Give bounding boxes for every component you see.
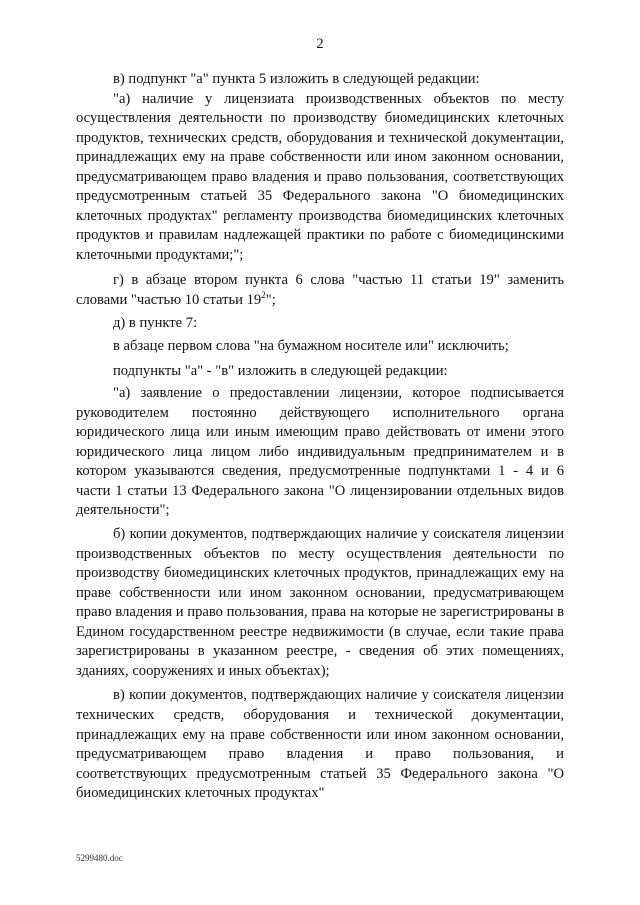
paragraph-item-b: б) копии документов, подтверждающих наличие у соискателя лицензии производственных объектов по месту осуществления деятельности по производству биомедицинских клеточных продуктов, принадлежащих ему на праве собственности или ином законном основании, предусматривающем право владения и право пользования, права на которые не зарегистрированы в Едином государственном реестре недвижимости (в случае, если такие права зарегистрированы в указанном реестре, - сведения об этих помещениях, зданиях, сооружениях и иных объектах); <box>76 526 564 679</box>
page-number: 2 <box>316 36 324 52</box>
paragraph-subpoint-g-text: г) в абзаце втором пункта 6 слова "частью 11 статьи 19" заменить словами "частью 10 статьи 19 <box>76 272 564 309</box>
paragraph-first-abzats: в абзаце первом слова "на бумажном носителе или" исключить; <box>113 338 509 355</box>
paragraph-subpoint-d: д) в пункте 7: <box>113 314 198 331</box>
paragraph-subpoint-g-end: "; <box>265 292 276 309</box>
paragraph-subpoint-a-text: "а) наличие у лицензиата производственных объектов по месту осуществления деятельности по производству биомедицинских клеточных продуктов, технических средств, оборудования и технической документации, принадлежащих ему на праве собственности или ином законном основании, предусматривающем право владения и право пользования, соответствующих предусмотренным статьей 35 Федерального закона "О биомедицинских клеточных продуктах" регламенту производства биомедицинских клеточных продуктов и правилам надлежащей практики по работе с биомедицинскими клеточными продуктами;"; <box>76 90 564 263</box>
document-body <box>76 70 564 804</box>
paragraph-subpoints-intro: подпункты "а" - "в" изложить в следующей редакции: <box>113 362 448 379</box>
paragraph-subpoint-g <box>76 271 564 310</box>
paragraph-item-a: "а) заявление о предоставлении лицензии, которое подписывается руководителем постоянно действующего исполнительного органа юридического лица или иным имеющим право действовать от имени этого юридического лица лицом либо индивидуальным предпринимателем и в котором указываются сведения, предусмотренные подпунктами 1 - 4 и 6 части 1 статьи 13 Федерального закона "О лицензировании отдельных видов деятельности"; <box>76 385 564 519</box>
document-file-code: 5299480.doc <box>76 853 123 863</box>
superscript-index: 2 <box>261 290 266 301</box>
paragraph-item-v: в) копии документов, подтверждающих наличие у соискателя лицензии технических средств, оборудования и технической документации, принадлежащих ему на праве собственности или ином законном основании, предусматривающем право владения и право пользования, и соответствующих предусмотренным статьей 35 Федерального закона "О биомедицинских клеточных продуктах" <box>76 687 564 802</box>
paragraph-subpoint-v-intro: в) подпункт "а" пункта 5 изложить в следующей редакции: <box>113 71 480 87</box>
